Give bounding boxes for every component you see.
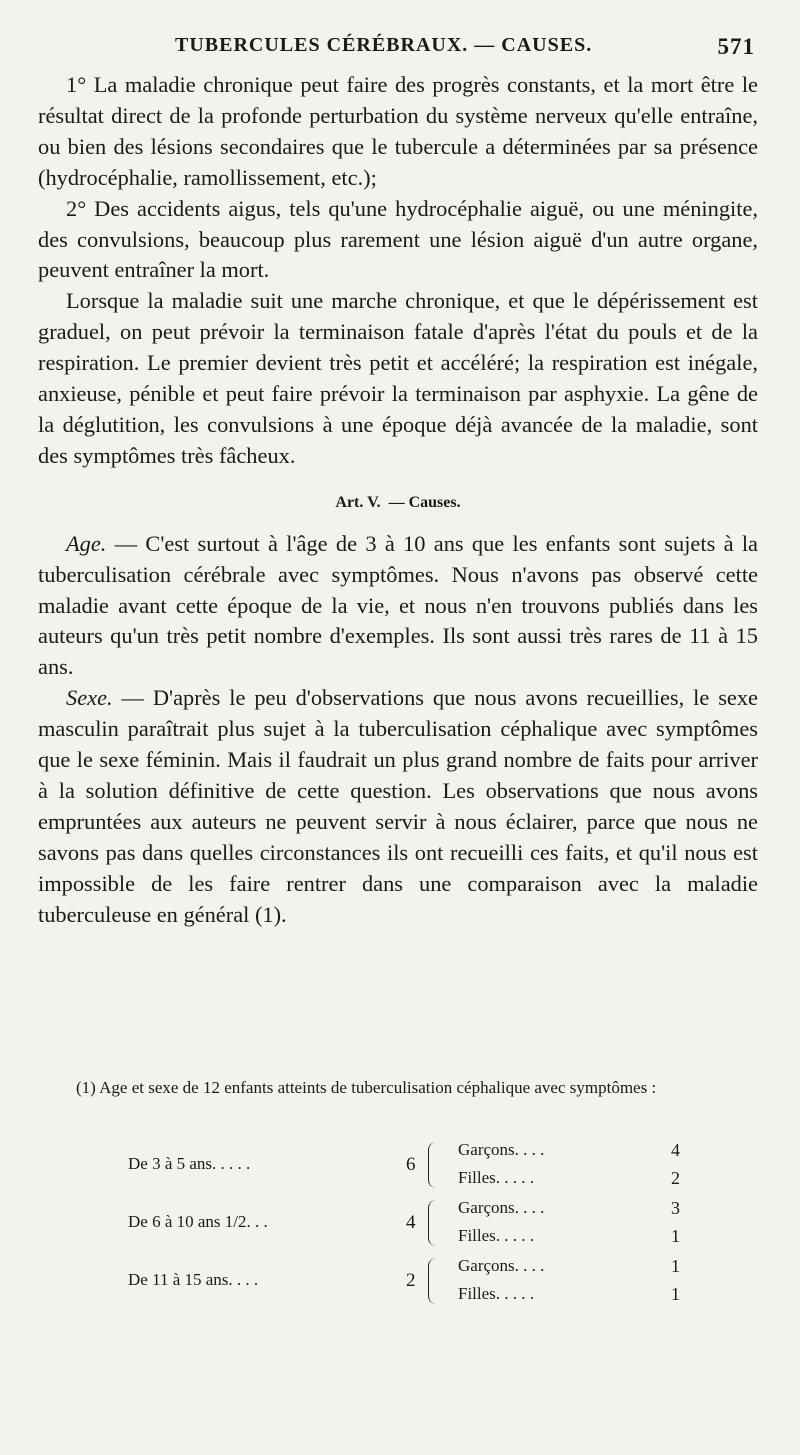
girls-label: Filles. . . . . — [458, 1284, 535, 1303]
row-total: 4 — [406, 1212, 416, 1233]
age-sex-table — [128, 1138, 688, 1312]
row-total: 6 — [406, 1154, 416, 1175]
sexe-text: — D'après le peu d'observations que nous avons recueillies, le sexe masculin paraîtrait plus sujet à la tuberculisation céphalique avec symptômes que le sexe féminin. Mais il faudrait un plus grand nombre de faits pour arriver à la solution définitive de cette question. Les observations que nous avons empruntées aux auteurs ne peuvent servir à nous éclairer, parce que nous ne savons pas dans quelles circonstances ils ont recueilli ces faits, et qu'il nous est impossible de les faire rentrer dans une comparaison avec la maladie tuberculeuse en général (1). — [38, 685, 758, 927]
age-lead: Age. — [66, 530, 107, 556]
table-row — [128, 1254, 688, 1312]
footnote-text: (1) Age et sexe de 12 enfants atteints de tuberculisation céphalique avec symptômes : — [76, 1078, 657, 1097]
paragraph-chronic-course: Lorsque la maladie suit une marche chronique, et que le dépérissement est graduel, on peut prévoir la terminaison fatale d'après l'état du pouls et de la respiration. Le premier devient très petit et accéléré; la respiration est inégale, anxieuse, pénible et peut faire prévoir la terminaison par asphyxie. La gêne de la déglutition, les convulsions à une époque déjà avancée de la maladie, sont des symptômes très fâcheux. — [38, 288, 758, 468]
paragraph-chronic-progress: 1° La maladie chronique peut faire des progrès constants, et la mort être le résultat direct de la profonde perturbation du système nerveux qu'elle entraîne, ou bien des lésions secondaires que le tubercule a déterminées par sa présence (hydrocéphalie, ramollissement, etc.); — [38, 72, 758, 190]
paragraph-sexe — [38, 683, 758, 930]
girls-count: 2 — [671, 1168, 680, 1188]
paragraph-age — [38, 529, 758, 684]
paragraph-acute-accidents: 2° Des accidents aigus, tels qu'une hydrocéphalie aiguë, ou une méningite, des convulsions, beaucoup plus rarement une lésion aiguë d'un autre organe, peuvent entraîner la mort. — [38, 195, 758, 283]
girls-label: Filles. . . . . — [458, 1226, 535, 1245]
section-heading — [38, 488, 758, 519]
girls-count: 1 — [671, 1226, 680, 1246]
boys-count: 1 — [671, 1256, 680, 1276]
footnote — [40, 1076, 758, 1099]
boys-count: 3 — [671, 1198, 680, 1218]
boys-label: Garçons. . . . — [458, 1198, 545, 1217]
girls-entry — [458, 1284, 688, 1304]
boys-entry — [458, 1140, 688, 1160]
sexe-lead: Sexe. — [66, 685, 113, 711]
table-row — [128, 1138, 688, 1196]
page-number: 571 — [717, 34, 755, 59]
girls-entry — [458, 1168, 688, 1188]
girls-count: 1 — [671, 1284, 680, 1304]
boys-entry — [458, 1198, 688, 1218]
table-row — [128, 1196, 688, 1254]
age-range: De 3 à 5 ans. . . . . — [128, 1154, 251, 1173]
age-range: De 6 à 10 ans 1/2. . . — [128, 1212, 268, 1231]
row-total: 2 — [406, 1270, 416, 1291]
section-title: — Causes. — [388, 493, 461, 511]
brace — [428, 1200, 436, 1246]
age-range: De 11 à 15 ans. . . . — [128, 1270, 259, 1289]
boys-entry — [458, 1256, 688, 1276]
brace — [428, 1258, 436, 1304]
section-label: Art. V. — [335, 493, 381, 511]
boys-count: 4 — [671, 1140, 680, 1160]
boys-label: Garçons. . . . — [458, 1140, 545, 1159]
running-title: TUBERCULES CÉRÉBRAUX. — CAUSES. — [175, 34, 593, 56]
main-text — [38, 70, 758, 930]
girls-label: Filles. . . . . — [458, 1168, 535, 1187]
brace — [428, 1142, 436, 1188]
boys-label: Garçons. . . . — [458, 1256, 545, 1275]
age-text: — C'est surtout à l'âge de 3 à 10 ans que les enfants sont sujets à la tuberculisation cérébrale avec symptômes. Nous n'avons pas observé cette maladie avant cette époque de la vie, et nous n'en trouvons publiés dans les auteurs qu'un très petit nombre d'exemples. Ils sont aussi très rares de 11 à 15 ans. — [38, 530, 758, 680]
girls-entry — [458, 1226, 688, 1246]
